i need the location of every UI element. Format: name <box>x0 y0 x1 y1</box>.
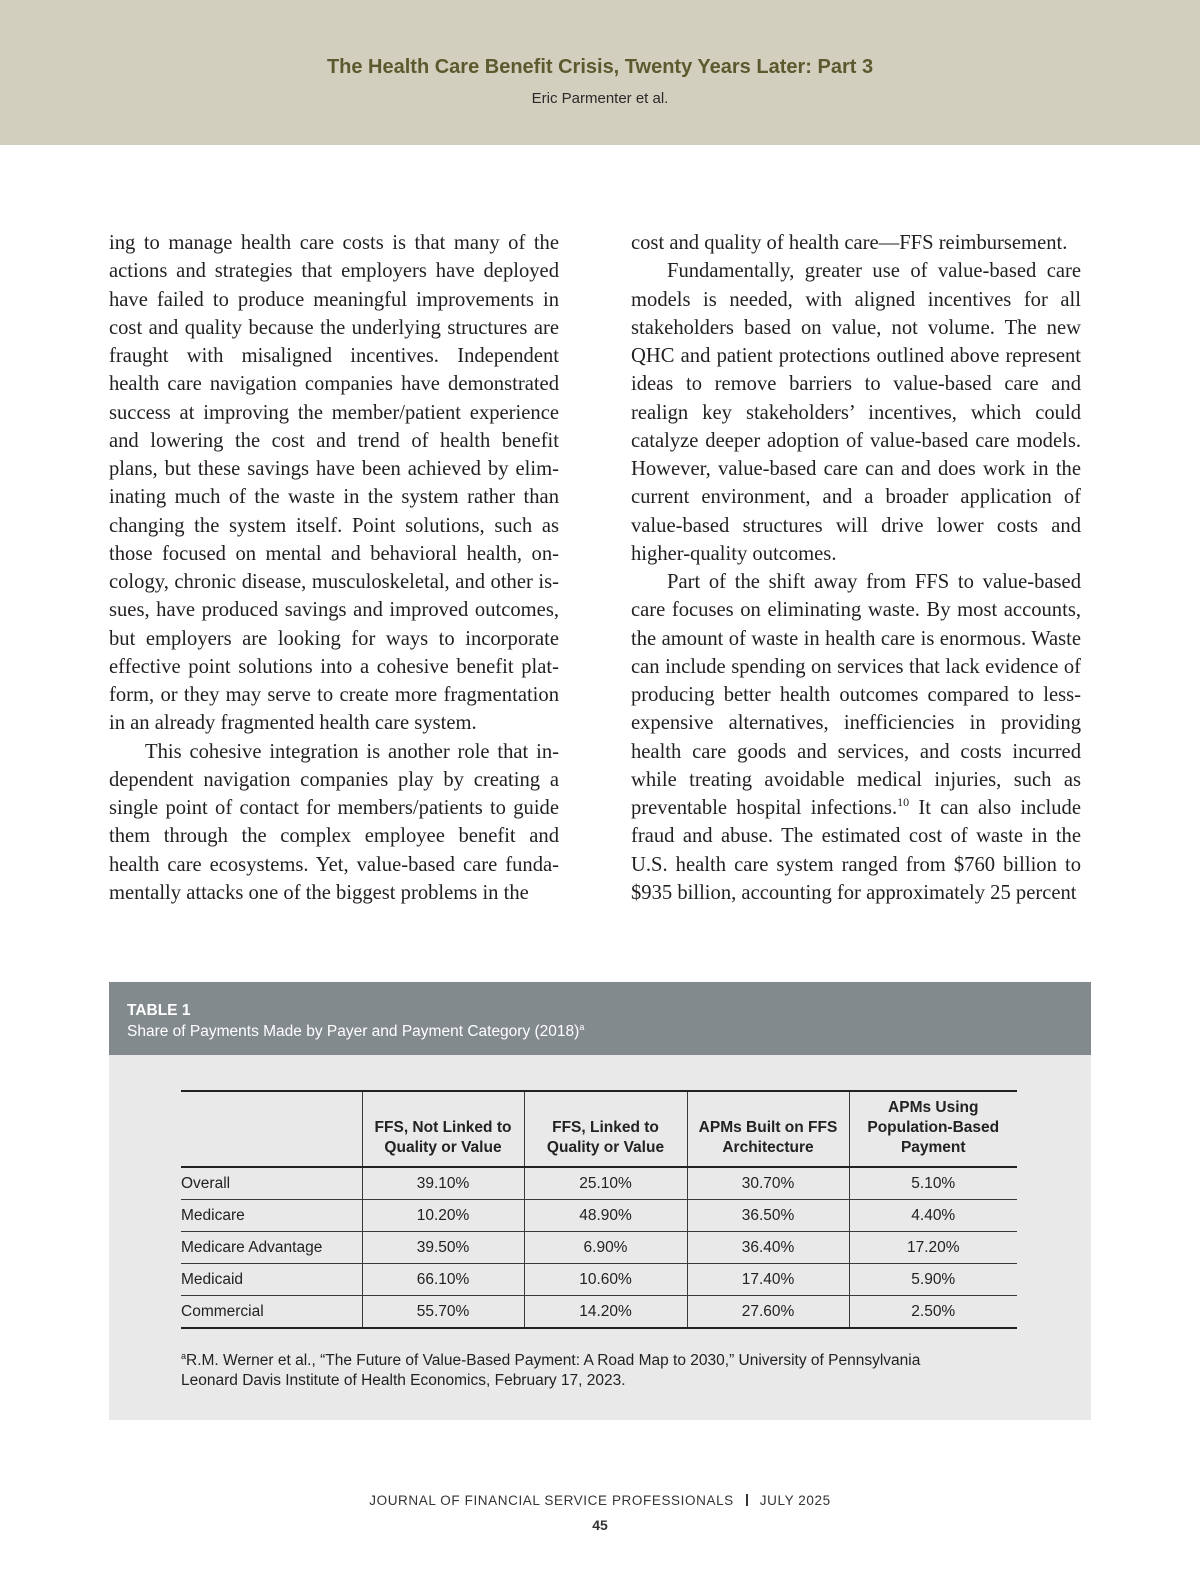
row-label: Medicaid <box>181 1264 362 1296</box>
paragraph <box>631 568 1081 907</box>
table-label: TABLE 1 <box>127 1002 191 1019</box>
table-cell: 2.50% <box>849 1296 1017 1329</box>
table-cell: 10.20% <box>362 1200 524 1232</box>
body-column-left <box>109 229 559 907</box>
table-cell: 36.50% <box>687 1200 849 1232</box>
row-label: Overall <box>181 1167 362 1200</box>
row-label: Commercial <box>181 1296 362 1329</box>
column-header: APMs Using Population-Based Payment <box>849 1091 1017 1167</box>
table-cell: 4.40% <box>849 1200 1017 1232</box>
column-header: FFS, Linked to Quality or Value <box>524 1091 687 1167</box>
table-cell: 6.90% <box>524 1232 687 1264</box>
table-cell: 25.10% <box>524 1167 687 1200</box>
paragraph-text: Part of the shift away from FFS to value-based care focuses on eliminating waste. By most accounts, the amount of waste in health care is enormous. Waste can include spending on services that lack evidence of producing better health outcomes compared to less-expensive alternatives, inefficiencies in providing health care goods and services, and costs incurred while treating avoidable medical injuries, such as preventable hospital infections. <box>631 571 1081 819</box>
table-caption-text: Share of Payments Made by Payer and Payment Category (2018) <box>127 1023 580 1040</box>
table-cell: 39.50% <box>362 1232 524 1264</box>
table-cell: 48.90% <box>524 1200 687 1232</box>
table-row <box>181 1200 1017 1232</box>
table-note-text: R.M. Werner et al., “The Future of Value-Based Payment: A Road Map to 2030,” University of Pennsylvania Leonard Davis Institute of Health Economics, February 17, 2023. <box>181 1352 921 1389</box>
paragraph: cost and quality of health care—FFS reimbursement. <box>631 232 1068 254</box>
table-cell: 17.20% <box>849 1232 1017 1264</box>
running-footer <box>0 1493 1200 1508</box>
table-cell: 5.10% <box>849 1167 1017 1200</box>
table-cell: 66.10% <box>362 1264 524 1296</box>
footnote-reference[interactable]: 10 <box>897 795 910 810</box>
table-cell: 14.20% <box>524 1296 687 1329</box>
paragraph: ing to manage health care costs is that many of the actions and strategies that employers have deployed have failed to produce meaningful improvements in cost and quality because the underlying structures are fraught with misaligned incentives. Independent health care navigation companies have demonstrated success at improving the member/patient experience and lowering the cost and trend of health benefit plans, but these savings have been achieved by eliminating much of the waste in the system rather than changing the system itself. Point solutions, such as those focused on mental and behavioral health, oncology, chronic disease, musculoskeletal, and other issues, have produced savings and improved outcomes, but employers are looking for ways to incorporate effective point solutions into a cohesive benefit platform, or they may serve to create more fragmentation in an already fragmented health care system. <box>109 232 559 735</box>
row-label: Medicare <box>181 1200 362 1232</box>
table-cell: 17.40% <box>687 1264 849 1296</box>
table-row <box>181 1232 1017 1264</box>
table-cell: 55.70% <box>362 1296 524 1329</box>
column-header: FFS, Not Linked to Quality or Value <box>362 1091 524 1167</box>
table-row <box>181 1167 1017 1200</box>
paragraph: This cohesive integration is another role that independent navigation companies play by creating a single point of contact for members/patients to guide them through the complex employee benefit and health care ecosystems. Yet, value-based care fundamentally attacks one of the biggest problems in the <box>109 740 559 904</box>
article-title: The Health Care Benefit Crisis, Twenty Years Later: Part 3 <box>326 56 874 78</box>
journal-name: JOURNAL OF FINANCIAL SERVICE PROFESSIONALS <box>369 1493 734 1508</box>
table-note-marker: a <box>579 1021 585 1032</box>
table-source-note <box>181 1351 981 1391</box>
page-number: 45 <box>592 1517 608 1533</box>
row-label: Medicare Advantage <box>181 1232 362 1264</box>
table-cell: 10.60% <box>524 1264 687 1296</box>
column-header <box>181 1091 362 1167</box>
table-cell: 27.60% <box>687 1296 849 1329</box>
table-cell: 5.90% <box>849 1264 1017 1296</box>
issue-date: JULY 2025 <box>759 1493 831 1508</box>
table-note-marker: a <box>181 1350 187 1361</box>
column-header: APMs Built on FFS Architecture <box>687 1091 849 1167</box>
payments-table <box>181 1090 1017 1329</box>
table-caption <box>127 1023 584 1041</box>
footer-divider <box>746 1494 748 1506</box>
table-cell: 39.10% <box>362 1167 524 1200</box>
article-authors: Eric Parmenter et al. <box>531 90 669 107</box>
paragraph: Fundamentally, greater use of value-based care models is needed, with aligned incentives for all stakeholders based on value, not volume. The new QHC and patient protections outlined above represent ideas to remove barriers to value-based care and realign key stakeholders’ incentives, which could catalyze deeper adoption of value-based care models. However, value-based care can and does work in the current environment, and a broader application of value-based structures will drive lower costs and higher-quality outcomes. <box>631 260 1081 565</box>
body-column-right <box>631 229 1081 907</box>
table-row <box>181 1296 1017 1329</box>
table-cell: 36.40% <box>687 1232 849 1264</box>
table-panel <box>109 982 1091 1420</box>
table-header-row <box>181 1091 1017 1167</box>
table-row <box>181 1264 1017 1296</box>
table-cell: 30.70% <box>687 1167 849 1200</box>
table-header-band <box>109 982 1091 1055</box>
paragraph-text: It can also include fraud and abuse. The estimated cost of waste in the U.S. health care system ranged from $760 billion to $935 billion, accounting for approximately 25 percent <box>631 797 1081 904</box>
